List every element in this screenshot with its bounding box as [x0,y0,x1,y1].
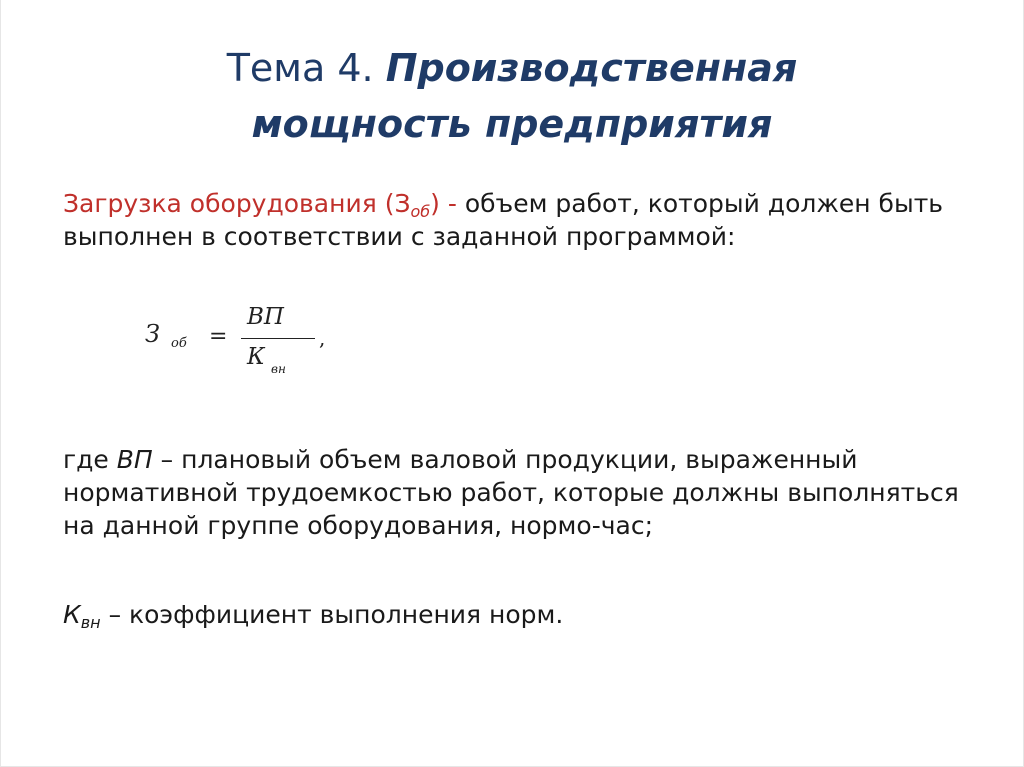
explanation-vp [63,443,963,542]
explanation-k-symbol: К [63,600,81,629]
formula-fraction-bar [241,338,315,339]
definition-term: Загрузка оборудования (З [63,189,411,218]
formula-denominator: К [247,344,265,370]
definition-term-close: ) - [430,189,457,218]
title-emphasis-line1: Производственная [385,46,798,90]
definition-term-subscript: об [410,202,431,221]
formula-numerator: ВП [247,304,284,330]
title-prefix: Тема 4. [226,46,386,90]
explanation-vp-symbol: ВП [116,445,153,474]
title-emphasis-line2: мощность предприятия [251,102,773,146]
definition-paragraph [63,187,963,253]
slide-title [1,40,1023,152]
definition-text: объем работ, который должен быть выполнен в соответствии с заданной программой: [63,189,944,251]
explanation-k [63,598,963,631]
formula-lhs-subscript: об [171,336,187,351]
formula-denominator-subscript: вн [271,362,286,376]
explanation-k-text: – коэффициент выполнения норм. [100,600,564,629]
formula-equals: = [209,324,228,349]
explanation-k-subscript: вн [80,613,101,632]
formula-comma: , [319,326,326,350]
explanation-vp-text: – плановый объем валовой продукции, выраженный нормативной трудоемкостью работ, которые должны выполняться на данной группе оборудования, нормо-час; [63,445,959,540]
formula [141,300,341,390]
formula-lhs: З [145,320,160,348]
explanation-where: где [63,445,117,474]
